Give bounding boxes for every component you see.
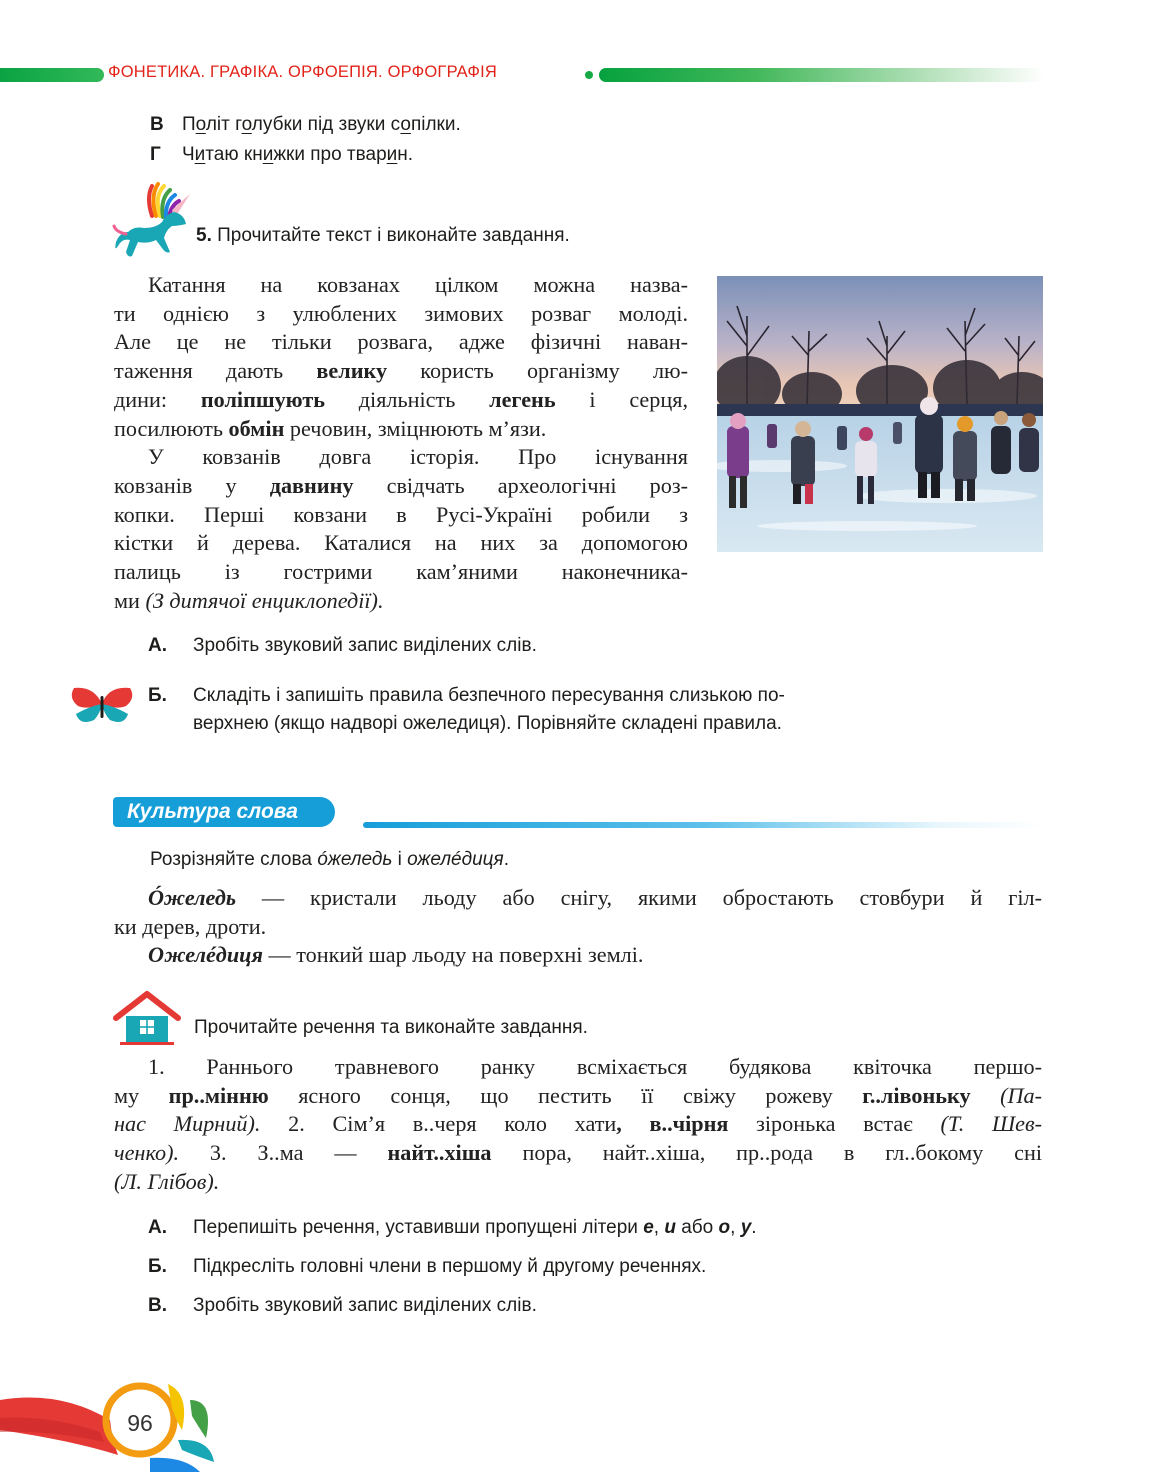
text-run: н.: [397, 144, 414, 165]
task5-subtask-a: [148, 632, 1048, 660]
text-run: е: [643, 1217, 654, 1238]
text-run: ти однією з улюблених зимових розваг молоді.: [114, 300, 688, 326]
text-run: ковзанів у: [114, 472, 270, 498]
subtask-letter: Б.: [148, 685, 167, 706]
text-run: лубки під звуки с: [251, 114, 401, 135]
home-sentences: [114, 1053, 1042, 1197]
text-run: и: [664, 1217, 676, 1238]
text-line: [114, 558, 688, 587]
option-letter: В: [150, 114, 164, 135]
text-run: 2. Сім’я в..черя коло хати: [260, 1111, 617, 1137]
option-text: [182, 144, 413, 165]
text-run: велику: [316, 358, 388, 384]
text-run: Катання на ковзанах цілком можна назва-: [148, 272, 688, 297]
culture-section-title: Культура слова: [127, 800, 298, 823]
text-run: нас Мирний).: [114, 1111, 261, 1137]
text-run: дини:: [114, 386, 201, 412]
text-run: Підкресліть головні члени в першому й другому реченнях.: [193, 1256, 707, 1277]
text-run: обмін: [228, 415, 285, 441]
text-line: [114, 271, 688, 300]
text-line: [114, 415, 688, 444]
text-run: копки. Перші ковзани в Русі-Україні робили з: [114, 501, 688, 527]
text-run: Зробіть звуковий запис виділених слів.: [193, 1295, 537, 1316]
sentence-line: [114, 1053, 1042, 1082]
sentence-line: [114, 1110, 1042, 1139]
text-run: зіронька встає: [728, 1111, 941, 1137]
text-run: и: [262, 144, 274, 165]
sentence-line: [114, 1139, 1042, 1168]
culture-divider: [363, 822, 1043, 828]
culture-intro: [150, 846, 509, 874]
text-run: жки про твар: [273, 144, 387, 165]
text-run: му: [114, 1082, 169, 1108]
sentence-line: [114, 1082, 1042, 1111]
option-letter: Г: [150, 144, 161, 165]
text-run: ,: [653, 1217, 665, 1238]
text-run: (Па-: [970, 1082, 1042, 1108]
text-run: .: [751, 1217, 757, 1238]
text-run: Перепишіть речення, уставивши пропущені літери: [193, 1217, 644, 1238]
text-run: о: [241, 114, 252, 135]
definition-line: [114, 884, 1042, 913]
text-run: Ожелéдиця: [148, 942, 263, 968]
text-run: ки дерев, дроти.: [114, 913, 267, 939]
definition-line: [114, 913, 1042, 942]
text-run: пора, найт..хіша, пр..рода в гл..бокому сні: [491, 1140, 1043, 1166]
text-run: , в..чірня: [616, 1111, 729, 1137]
text-run: ,: [730, 1217, 741, 1238]
text-run: пр..мінню: [168, 1082, 269, 1108]
text-line: [114, 357, 688, 386]
text-run: и: [386, 144, 398, 165]
sentence-line: [114, 1168, 1042, 1197]
header-bar-left: [0, 68, 104, 82]
text-run: кістки й дерева. Каталися на них за допомогою: [114, 530, 688, 556]
reading-text: [114, 271, 688, 615]
text-run: палиць із гострими кам’яними наконечника-: [114, 559, 688, 585]
text-run: свідчать археологічні роз-: [353, 472, 688, 498]
text-run: і: [392, 849, 408, 870]
text-line: [114, 328, 688, 357]
house-icon: [112, 990, 182, 1046]
page-number: 96: [127, 1410, 153, 1436]
subtask-text: Зробіть звуковий запис виділених слів.: [193, 635, 537, 656]
text-run: 1. Раннього травневого ранку всміхається будякова квіточка першо-: [148, 1054, 1042, 1079]
option-text: [182, 114, 461, 135]
task5-subtask-b: [148, 682, 1048, 738]
home-subtask-b: [148, 1253, 1048, 1281]
butterfly-icon: [64, 684, 140, 728]
text-run: — кристали льоду або снігу, якими обростають стовбури й гіл-: [235, 885, 1042, 910]
text-run: таю кн: [205, 144, 263, 165]
text-run: о: [195, 114, 206, 135]
text-line: [114, 443, 688, 472]
text-line: [114, 472, 688, 501]
text-run: У ковзанів довга історія. Про існування: [148, 444, 688, 470]
text-run: ми: [114, 587, 146, 613]
subtask-letter: В.: [148, 1295, 167, 1316]
text-run: легень: [489, 386, 556, 412]
text-run: П: [182, 114, 196, 135]
definition-line: [114, 941, 1042, 970]
text-run: Розрізняйте слова: [150, 849, 318, 870]
header-dot: [585, 71, 593, 79]
text-run: ченко).: [114, 1140, 180, 1166]
subtask-text: [193, 1292, 537, 1320]
text-run: ясного сонця, що пестить її свіжу рожеву: [268, 1082, 863, 1108]
text-line: [114, 386, 688, 415]
text-run: поліпшують: [200, 386, 325, 412]
page-corner-decoration: [0, 1360, 230, 1474]
text-run: найт..хіша: [387, 1140, 492, 1166]
task-number: 5.: [196, 225, 212, 246]
home-subtask-a: [148, 1214, 1048, 1242]
text-run: óжеледь: [317, 849, 393, 870]
text-run: 3. З..ма —: [179, 1140, 388, 1166]
text-line: [114, 587, 688, 616]
text-run: г..лівоньку: [862, 1082, 971, 1108]
subtask-letter: Б.: [148, 1256, 167, 1277]
text-run: давнину: [269, 472, 354, 498]
unicorn-icon: [112, 182, 192, 270]
subtask-letter: А.: [148, 1217, 167, 1238]
text-run: Ч: [182, 144, 195, 165]
text-line: [114, 529, 688, 558]
text-run: і серця,: [555, 386, 689, 412]
subtask-text-line: верхнею (якщо надворі ожеледиця). Порівняйте складені правила.: [193, 713, 782, 734]
text-run: посилюють: [114, 415, 229, 441]
text-run: користь організму лю-: [387, 358, 689, 384]
text-run: пілки.: [410, 114, 461, 135]
text-run: таження дають: [114, 358, 317, 384]
header-title: ФОНЕТИКА. ГРАФІКА. ОРФОЕПІЯ. ОРФОГРАФІЯ: [108, 63, 497, 81]
text-line: [114, 501, 688, 530]
text-run: .: [503, 849, 509, 870]
text-run: літ г: [205, 114, 242, 135]
task-instruction: Прочитайте текст і виконайте завдання.: [217, 225, 570, 246]
text-run: (Л. Глібов).: [114, 1168, 220, 1194]
subtask-text: [193, 1253, 706, 1281]
text-run: або: [675, 1217, 719, 1238]
text-run: и: [194, 144, 206, 165]
text-run: — тонкий шар льоду на поверхні землі.: [262, 942, 644, 968]
text-run: Óжеледь: [148, 885, 236, 910]
text-run: (Т. Шев-: [940, 1111, 1043, 1137]
text-run: Але це не тільки розвага, адже фізичні наван-: [114, 329, 688, 355]
text-line: [114, 300, 688, 329]
home-task-instruction: Прочитайте речення та виконайте завдання.: [194, 1017, 588, 1038]
text-run: (З дитячої енциклопедії).: [145, 587, 384, 613]
text-run: о: [718, 1217, 731, 1238]
text-run: речовин, зміцнюють м’язи.: [284, 415, 547, 441]
header-bar-right: [599, 68, 1044, 82]
task5-heading: [196, 222, 570, 250]
text-run: у: [740, 1217, 752, 1238]
option-v: [150, 110, 461, 140]
text-run: о: [400, 114, 411, 135]
subtask-text: [193, 1214, 757, 1242]
text-run: ожелéдиця: [407, 849, 504, 870]
culture-definitions: [114, 884, 1042, 970]
subtask-letter: А.: [148, 635, 167, 656]
option-g: [150, 140, 413, 170]
skating-rink-photo: [717, 276, 1043, 552]
subtask-text-line: Складіть і запишіть правила безпечного пересування слизькою по-: [193, 685, 785, 706]
text-run: діяльність: [324, 386, 490, 412]
home-subtask-v: [148, 1292, 1048, 1320]
